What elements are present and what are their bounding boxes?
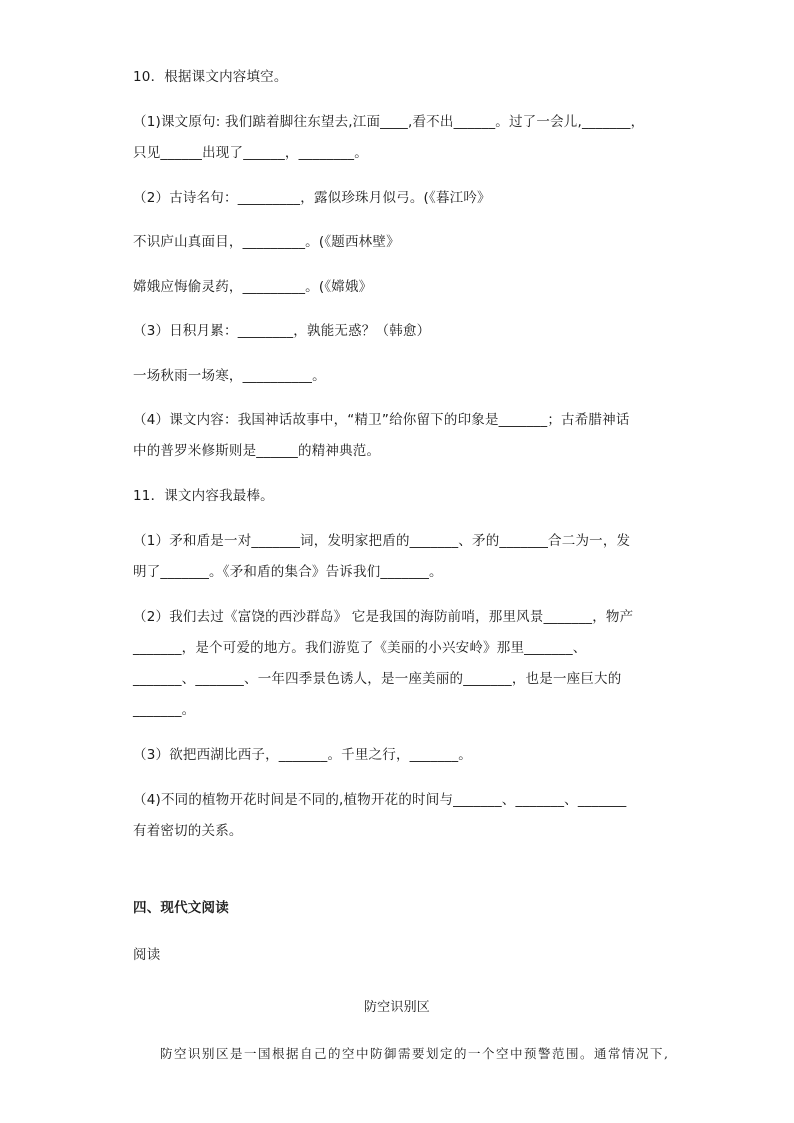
q10-part4-line2: 中的普罗米修斯则是______的精神典范。 — [133, 443, 381, 459]
article-paragraph-line1: 防空识别区是一国根据自己的空中防御需要划定的一个空中预警范围。通常情况下, — [160, 1046, 670, 1061]
q11-part4-line2: 有着密切的关系。 — [133, 823, 243, 839]
q10-part2-line2: 不识庐山真面目，_________。(《题西林壁》 — [133, 234, 400, 250]
q10-part1-line1: （1)课文原句: 我们踮着脚往东望去,江面____,看不出______。过了一会儿,_______， — [133, 114, 645, 130]
q11-part1-line1: （1）矛和盾是一对_______词，发明家把盾的_______、矛的_______合二为一，发 — [133, 533, 631, 549]
q10-part2-line1: （2）古诗名句：_________，露似珍珠月似弓。(《暮江吟》 — [133, 190, 491, 206]
q11-part3-line1: （3）欲把西湖比西子，_______。千里之行，_______。 — [133, 747, 472, 763]
q11-part1-line2: 明了_______。《矛和盾的集合》告诉我们_______。 — [133, 564, 443, 580]
question-10-title: 10．根据课文内容填空。 — [133, 69, 288, 85]
q11-part2-line3: _______、_______、一年四季景色诱人，是一座美丽的_______，也是一座巨大的 — [133, 671, 622, 687]
q11-part2-line2: _______，是个可爱的地方。我们游览了《美丽的小兴安岭》那里_______、 — [133, 640, 587, 656]
question-11-title: 11．课文内容我最棒。 — [133, 488, 274, 504]
section-4-heading: 四、现代文阅读 — [133, 900, 229, 916]
q10-part3-line1: （3）日积月累：________，孰能无惑？（韩愈） — [133, 323, 431, 339]
q11-part2-line4: _______。 — [133, 702, 196, 718]
q10-part3-line2: 一场秋雨一场寒，__________。 — [133, 368, 326, 384]
q10-part4-line1: （4）课文内容：我国神话故事中，“精卫”给你留下的印象是_______；古希腊神话 — [133, 412, 630, 428]
q10-part1-line2: 只见______出现了______，________。 — [133, 145, 368, 161]
q10-part2-line3: 嫦娥应悔偷灵药，_________。(《嫦娥》 — [133, 279, 373, 295]
read-label: 阅读 — [133, 947, 161, 963]
q11-part4-line1: （4)不同的植物开花时间是不同的,植物开花的时间与_______、_______、_______ — [133, 792, 627, 808]
q11-part2-line1: （2）我们去过《富饶的西沙群岛》 它是我国的海防前哨，那里风景_______，物产 — [133, 609, 634, 625]
article-title: 防空识别区 — [363, 1000, 430, 1015]
